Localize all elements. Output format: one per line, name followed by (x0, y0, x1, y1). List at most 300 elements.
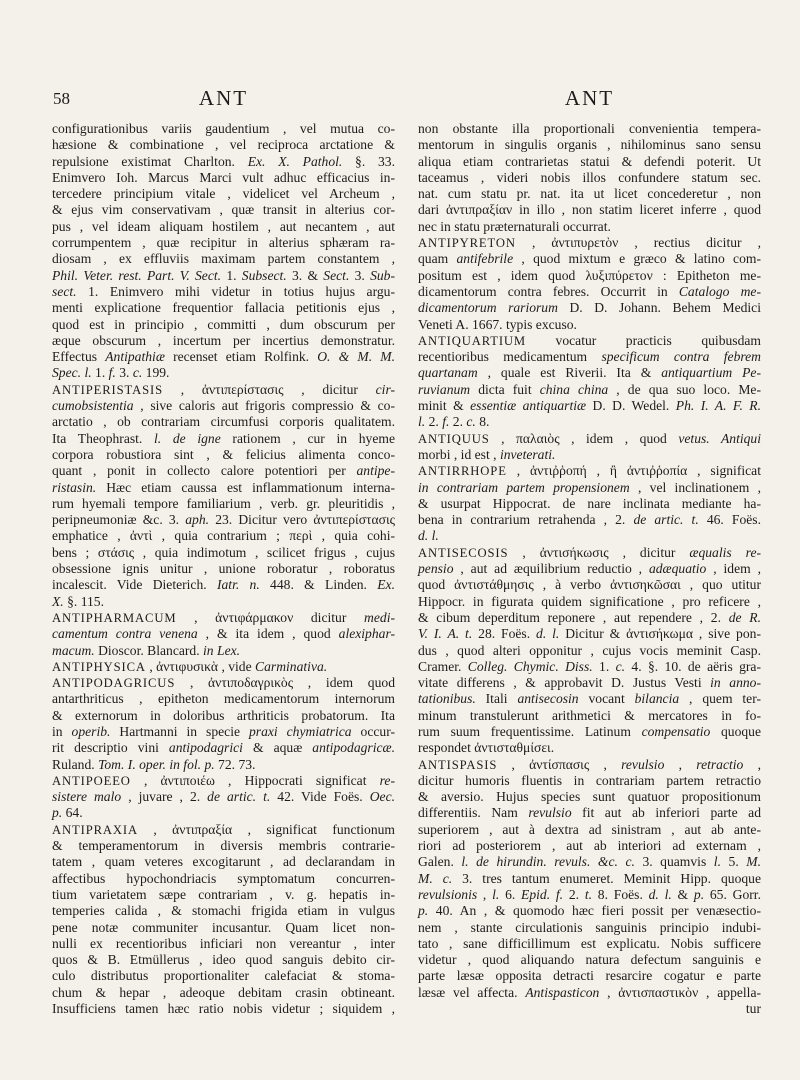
text-line (418, 251, 761, 267)
text-line (418, 431, 761, 447)
text-line: Veneti A. 1667. typis excuso. (418, 316, 577, 332)
right-running-head: ANT (564, 86, 615, 110)
text-segment: 28. Foës. (472, 626, 537, 642)
italic-text: antiquartium Pe- (661, 365, 761, 381)
italic-text: in Lex. (203, 642, 241, 658)
text-segment: §. 33. (342, 153, 395, 169)
text-segment: rum suum frequentissime. Latinum (418, 723, 642, 739)
text-line (418, 382, 761, 398)
text-line (52, 463, 395, 479)
italic-text: Spec. l. (52, 365, 92, 381)
italic-text: f. (108, 365, 116, 381)
text-segment: Ruland. (52, 756, 99, 772)
text-line: pus , vel ideam aliquam hostilem , aut necantem , aut (52, 218, 395, 234)
italic-text: d. l. (648, 886, 672, 902)
italic-text: antipodagrici (168, 740, 243, 756)
text-line (52, 365, 395, 381)
text-segment: §. 115. (63, 593, 104, 609)
text-line: dus , quod alteri opponitur , cujus vocis meminit Casp. (418, 642, 761, 658)
text-segment: 6. (499, 886, 522, 902)
text-line: minum transtulerunt arithmetici & mercatores in fo- (418, 707, 761, 723)
text-segment: dicamentorum contra febres. Occurrit in (418, 283, 679, 299)
text-segment: Hartmanni in specie (110, 723, 249, 739)
text-segment: , ἀντίσπασις , (497, 756, 622, 772)
text-segment: , de qua suo loco. Me- (608, 381, 761, 397)
text-line: corrumpentem , quæ recipitur in alterius sphæram ra- (52, 235, 395, 251)
text-line: & ejus vim conservativam , quæ transit in alterius cor- (52, 202, 395, 218)
text-line (52, 805, 395, 821)
text-line: Insufficiens tamen hæc ratio nobis videtur ; siquidem , (52, 1001, 395, 1017)
italic-text: l. de hirundin. revuls. &c. c. (461, 854, 635, 870)
text-line (52, 675, 395, 691)
text-line (52, 349, 395, 365)
text-line: configurationibus variis gaudentium , vel mutua co- (52, 121, 395, 136)
italic-text: f. (442, 414, 450, 430)
text-line: tium varietatem sæpe contrariam , v. g. hepatis in- (52, 886, 395, 902)
text-line (418, 675, 761, 691)
entry-headword: ANTIPHYSICA (52, 659, 146, 674)
text-segment: 8. Foës. (592, 886, 649, 902)
text-line: riori ad posteriorem , aut ab interiori ad externam , (418, 838, 761, 854)
italic-text: sect. (52, 283, 77, 299)
text-line (52, 268, 395, 284)
italic-text: bilancia (634, 691, 680, 707)
text-segment: recentioribus medicamentum (418, 349, 602, 365)
text-line: tato , sane difficillimum est explicatu. Nobis sufficere (418, 935, 761, 951)
text-line (418, 349, 761, 365)
text-segment: , idem , (706, 561, 761, 577)
text-line (52, 643, 395, 659)
text-line (418, 528, 761, 544)
italic-text: vetus. Antiqui (678, 430, 761, 446)
text-segment: 40. An , & quomodo hæc fieri possit per venæsectio- (428, 903, 761, 919)
text-line (52, 480, 395, 496)
text-line: æque obscurum , incertum per incertius demonstratur. (52, 332, 395, 348)
italic-text: X. (52, 593, 64, 609)
text-line (418, 284, 761, 300)
italic-text: M. (746, 854, 761, 870)
italic-text: æqualis re- (689, 544, 761, 560)
text-segment: Dicitur & ἀντισήκωμα , sive pon- (559, 626, 761, 642)
text-segment: fit aut ab inferiori parte ad (571, 805, 761, 821)
italic-text: Oec. (369, 789, 396, 805)
text-line (52, 512, 395, 528)
text-segment: minit & (418, 398, 471, 414)
text-line: Enimvero Ioh. Marcus Marci vult adhuc efficacius in- (52, 169, 395, 185)
text-segment: , ἀντισήκωσις , dicitur (508, 544, 690, 560)
text-line (418, 561, 761, 577)
text-segment: , juvare , 2. (121, 789, 208, 805)
text-line: nulli ex recentioribus inficiari non vereantur , inter (52, 935, 395, 951)
text-line: quod ἀντιστάθμησις , à verbo ἀντισηκῶσαι , quo utitur (418, 577, 761, 593)
text-segment: , quem ter- (679, 691, 761, 707)
entry-headword: ANTISPASIS (418, 757, 498, 772)
text-segment: Hæc etiam caussa est inflammationum interna- (96, 479, 395, 495)
text-line (52, 382, 395, 398)
text-line: dicitur humoris fluentis in contrariam partem retractio (418, 772, 761, 788)
text-segment: , ἀντισπαστικὸν , appella- (599, 984, 762, 1000)
italic-text: l. (713, 854, 721, 870)
italic-text: in contrariam partem propensionem (418, 479, 630, 495)
text-line (418, 626, 761, 642)
text-line (52, 610, 395, 626)
italic-text: inveterati. (499, 446, 556, 462)
text-line (418, 757, 761, 773)
italic-text: operib. (71, 723, 111, 739)
italic-text: Subsect. (241, 267, 287, 283)
text-line: taceamus , videri nobis illos confundere statum sec. (418, 169, 761, 185)
text-line (418, 545, 761, 561)
italic-text: in anno- (710, 675, 761, 691)
text-segment: , (743, 756, 761, 772)
italic-text: Epid. f. (521, 886, 564, 902)
text-line (418, 300, 761, 316)
italic-text: de artic. t. (633, 512, 699, 528)
italic-text: essentiæ antiquartiæ (470, 398, 587, 414)
text-line (418, 887, 761, 903)
italic-text: dicamentorum rariorum (418, 300, 558, 316)
italic-text: ruvianum (418, 381, 471, 397)
italic-text: Carminativa. (255, 658, 328, 674)
text-segment: , ἀντιφάρμακον dicitur (176, 609, 365, 625)
text-line (52, 577, 395, 593)
text-line: & aversio. Hujus species sunt quatuor propositionum (418, 789, 761, 805)
italic-text: antipe- (356, 463, 395, 479)
text-line (418, 480, 761, 496)
italic-text: p. (693, 886, 705, 902)
text-line: bens ; στάσις , quia indimotum , scilicet frigus , cujus (52, 544, 395, 560)
text-segment: morbi , id est , (418, 446, 500, 462)
italic-text: revulsionis (418, 886, 478, 902)
text-line (418, 398, 761, 414)
italic-text: antifebrile (456, 251, 514, 267)
text-segment: 2. (449, 414, 467, 430)
text-segment: 448. & Linden. (259, 577, 378, 593)
italic-text: Catalogo me- (678, 283, 761, 299)
entry-headword: ANTIPODAGRICUS (52, 676, 176, 691)
italic-text: revulsio (621, 756, 665, 772)
text-segment: repulsione existimat Charlton. (52, 153, 248, 169)
italic-text: quartanam (418, 365, 478, 381)
text-segment: 3. quamvis (634, 854, 714, 870)
italic-text: cir- (375, 381, 395, 397)
text-segment: 3. tres tantum enumeret. Meminit Hipp. quoque (452, 870, 761, 886)
text-segment: Ita Theophrast. (52, 430, 154, 446)
italic-text: praxi chymiatrica (248, 723, 352, 739)
text-line: parte læsæ opposita detracti resarcire cogatur e parte (418, 968, 761, 984)
text-segment: rationem , cur in hyeme (220, 430, 395, 446)
text-segment: & (671, 886, 694, 902)
text-segment: 72. 73. (214, 756, 256, 772)
entry-headword: ANTIPERISTASIS (52, 382, 163, 397)
text-segment: , ἀντιπερίστασις , dicitur (163, 381, 376, 397)
text-segment: 1. (221, 267, 242, 283)
left-running-head: ANT (198, 86, 249, 110)
text-line: arctatio , ob contrariam circumfusi corporis qualitatem. (52, 414, 395, 430)
italic-text: tationibus. (418, 691, 476, 707)
text-line (418, 724, 761, 740)
text-segment: , (664, 756, 697, 772)
text-line: & usurpat Hippocrat. de nare inclinata mediante ha- (418, 495, 761, 511)
italic-text: macum. (52, 642, 95, 658)
text-line: superiorem , aut à dextra ad sinistram , aut ab ante- (418, 821, 761, 837)
text-segment: incalescit. Vide Dieterich. (52, 577, 217, 593)
italic-text: Sect. (323, 267, 350, 283)
italic-text: Ex. X. Pathol. (247, 153, 343, 169)
text-line: rum hyemali tempore familiarium , verb. gr. pleuritidis , (52, 495, 395, 511)
italic-text: p. (418, 903, 429, 919)
italic-text: compensatio (641, 723, 711, 739)
entry-headword: ANTIPRAXIA (52, 822, 139, 837)
left-column (52, 121, 395, 1017)
italic-text: c. (466, 414, 476, 430)
page-number: 58 (53, 89, 70, 108)
text-segment: 42. Vide Foës. (270, 789, 370, 805)
italic-text: camentum contra venena (52, 626, 198, 642)
text-line (418, 903, 761, 919)
text-line: tercedere principium vitale , videlicet vel Archeum , (52, 186, 395, 202)
right-column (418, 121, 761, 1017)
left-column-lines (52, 121, 395, 1017)
text-segment: 46. Foës. (698, 512, 761, 528)
text-line (418, 610, 761, 626)
italic-text: adæquatio (648, 561, 707, 577)
text-line: mentorum in singulis organis , nihilominus sano sensu (418, 137, 761, 153)
text-line (418, 854, 761, 870)
italic-text: p. (52, 805, 63, 821)
text-segment: D. D. Wedel. (586, 398, 676, 414)
entry-headword: ANTIRRHOPE (418, 464, 507, 479)
italic-text: aph. (185, 512, 210, 528)
italic-text: Ph. I. A. F. R. (675, 398, 761, 414)
text-segment: , vel inclinationem , (629, 479, 761, 495)
text-segment: 199. (142, 365, 170, 381)
italic-text: Tom. I. oper. in fol. p. (98, 756, 215, 772)
italic-text: de artic. t. (207, 789, 271, 805)
text-segment: dicta fuit (470, 381, 540, 397)
text-segment: Galen. (418, 854, 462, 870)
text-line (418, 985, 761, 1001)
italic-text: Iatr. n. (216, 577, 260, 593)
text-line: antarthriticus , epitheton medicamentorum internorum (52, 691, 395, 707)
text-segment: 3. (349, 267, 371, 283)
text-line (52, 594, 395, 610)
text-segment: occur- (351, 723, 395, 739)
text-segment: , sive caloris aut frigoris compressio & co- (133, 398, 395, 414)
italic-text: antisecosin (517, 691, 579, 707)
text-line (52, 154, 395, 170)
italic-text: d. l. (418, 528, 439, 544)
text-line (418, 365, 761, 381)
text-line (52, 757, 395, 773)
text-line: pene notæ communiter incusantur. Quam licet non- (52, 919, 395, 935)
text-line (52, 398, 395, 414)
text-segment: bena in contrarium retrahenda , 2. (418, 512, 634, 528)
italic-text: pensio (418, 561, 454, 577)
italic-text: alexiphar- (338, 626, 395, 642)
text-line: culo distributus proportionaliter calefaciat & stoma- (52, 968, 395, 984)
text-line (418, 691, 761, 707)
text-segment: , ἀντιπραξία , significat functionum (138, 821, 395, 837)
text-segment: 1. (91, 365, 109, 381)
text-line: temperies calida , & stomachi frigida etiam in vulgus (52, 903, 395, 919)
text-line: obsessione ignis unitur , unione roboratur , roboratus (52, 561, 395, 577)
text-segment: in (52, 723, 72, 739)
text-segment: Cramer. (418, 658, 468, 674)
text-segment: vitate differens , & approbavit D. Justus Vesti (418, 675, 711, 691)
text-segment: quam (418, 251, 457, 267)
text-line: aliqua etiam contrarietas statui & defendi poterit. Ut (418, 153, 761, 169)
italic-text: medi- (364, 609, 395, 625)
text-line (52, 740, 395, 756)
italic-text: l. (418, 414, 426, 430)
italic-text: d. l. (536, 626, 560, 642)
italic-text: c. (615, 658, 626, 674)
text-line: videtur , quod aliquando natura defectum sanguinis e (418, 952, 761, 968)
text-line: nem , stante circulationis sanguinis principio indubi- (418, 919, 761, 935)
text-segment: Dioscor. Blancard. (94, 642, 204, 658)
text-segment: , quod mixtum e græco & latino com- (513, 251, 761, 267)
italic-text: ristasin. (52, 479, 97, 495)
italic-text: Colleg. Chymic. Diss. (467, 658, 593, 674)
text-segment: differentiis. Nam (418, 805, 529, 821)
text-line: respondet ἀντισταθμίσει. (418, 740, 555, 756)
text-segment: 2. (425, 414, 443, 430)
text-segment: , ἀντιποιέω , Hippocrati significat (130, 772, 380, 788)
text-line: & temperamentorum in diversis membris contrarie- (52, 838, 395, 854)
text-segment: , ἀντιπυρετὸν , rectius dicitur , (515, 235, 761, 251)
entry-headword: ANTIPHARMACUM (52, 610, 177, 625)
italic-text: l. (492, 886, 500, 902)
text-line: hæsione & combinatione , vel reciproca arctatione & (52, 137, 395, 153)
text-line (418, 414, 761, 430)
italic-text: specificum contra febrem (601, 349, 761, 365)
text-segment: & cibum deperditum reponere , aut rependere , 2. (418, 609, 729, 625)
text-segment: læsæ vel affecta. (418, 984, 526, 1000)
text-segment: , (477, 886, 493, 902)
text-segment: 65. Gorr. (704, 886, 761, 902)
text-segment: vocant (578, 691, 635, 707)
text-segment: 3. (115, 365, 133, 381)
text-segment: Effectus (52, 349, 106, 365)
text-segment: vocatur practicis quibusdam (526, 332, 761, 348)
text-segment: 4. §. 10. de aëris gra- (625, 658, 761, 674)
italic-text: c. (132, 365, 143, 381)
text-line (418, 463, 761, 479)
text-line (52, 773, 395, 789)
text-line: diosam , ex effluviis maximam partem constantem , (52, 251, 395, 267)
italic-text: de R. (728, 609, 761, 625)
italic-text: re- (379, 772, 395, 788)
text-line: Hippocr. in figurata quidem significatione , pro reficere , (418, 593, 761, 609)
italic-text: Phil. Veter. rest. Part. V. Sect. (52, 267, 222, 283)
italic-text: antipodagricæ. (312, 740, 395, 756)
text-line: & externorum in doloribus arthriticis probatorum. Ita (52, 707, 395, 723)
italic-text: M. c. (418, 870, 453, 886)
text-line (52, 789, 395, 805)
text-segment: quoque (710, 723, 761, 739)
text-line: affectibus hypochondriacis symptomatum concurren- (52, 870, 395, 886)
italic-text: Antispasticon (525, 984, 600, 1000)
text-segment: 64. (62, 805, 83, 821)
text-segment: 1. Enimvero mihi videtur in totius hujus argu- (76, 283, 395, 299)
text-segment: rit descriptio vini (52, 740, 169, 756)
text-line: quos & B. Etmüllerus , ideo quod sanguis debito cir- (52, 952, 395, 968)
text-line: nat. cum statu pr. nat. ita ut licet concederetur , non (418, 186, 761, 202)
text-line: emphatice , ἀντὶ , quia contrarium ; περὶ , quia cohi- (52, 528, 395, 544)
text-segment: , παλαιὸς , idem , quod (489, 430, 679, 446)
text-line (418, 805, 761, 821)
text-line (52, 659, 395, 675)
text-line (52, 724, 395, 740)
text-segment: , ἀντιποδαγρικὸς , idem quod (175, 675, 395, 691)
entry-headword: ANTIPOEEO (52, 773, 131, 788)
text-segment: 1. (592, 658, 616, 674)
italic-text: Ex. (377, 577, 395, 593)
text-line: positum est , idem quod λυξιπύρετον : Epitheton me- (418, 267, 761, 283)
text-line: tatem , quam veteres excogitarunt , ad declarandam in (52, 854, 395, 870)
text-segment: 23. Dicitur vero ἀντιπερίστασις (209, 512, 396, 528)
italic-text: china china (539, 381, 609, 397)
entry-headword: ANTIPYRETON (418, 236, 516, 251)
text-line (52, 284, 395, 300)
text-segment: , quale est Riverii. Ita & (477, 365, 662, 381)
text-line (52, 822, 395, 838)
italic-text: retractio (696, 756, 744, 772)
italic-text: revulsio (528, 805, 572, 821)
italic-text: Antipathiæ (105, 349, 165, 365)
text-segment: & aquæ (242, 740, 313, 756)
text-segment: 3. & (286, 267, 324, 283)
text-line: dari ἀντιπραξίαν in illo , non statim liceret inferre , quod (418, 202, 761, 218)
text-segment: quant , ponit in collecto calore potentiori per (52, 463, 357, 479)
text-segment: 5. (720, 854, 747, 870)
text-segment: Itali (475, 691, 518, 707)
italic-text: V. I. A. t. (418, 626, 473, 642)
text-line (418, 447, 761, 463)
entry-headword: ANTISECOSIS (418, 545, 509, 560)
text-segment: D. D. Johann. Behem Medici (557, 300, 761, 316)
text-segment: recenset etiam Rolfink. (164, 349, 318, 365)
text-line (418, 512, 761, 528)
text-segment: , ἀντιφυσικὰ , vide (145, 658, 256, 674)
italic-text: cumobsistentia (52, 398, 134, 414)
text-segment: peripneumoniæ &c. 3. (52, 512, 186, 528)
text-line: nec in statu præternaturali occurrat. (418, 218, 611, 234)
italic-text: l. de igne (153, 430, 221, 446)
right-column-lines (418, 121, 761, 1001)
text-segment: , & ita idem , quod (197, 626, 339, 642)
italic-text: Sub- (370, 267, 395, 283)
text-line: quod est in principio , committi , dum obscurum per (52, 316, 395, 332)
text-line (418, 333, 761, 349)
text-segment: , ἀντιῤῥοπή , ἢ ἀντιῤῥοπία , significat (506, 463, 761, 479)
catchword: tur (745, 1001, 761, 1017)
text-line: chum & hepar , adeoque debitam crasin obtineant. (52, 984, 395, 1000)
text-line: corpora robustiora sint , & felicius alimenta conco- (52, 446, 395, 462)
italic-text: t. (584, 886, 593, 902)
text-line (52, 431, 395, 447)
text-line (52, 626, 395, 642)
text-line: non obstante illa proportionali convenientia tempera- (418, 121, 761, 136)
text-line (418, 235, 761, 251)
text-segment: 2. (563, 886, 585, 902)
text-line: menti explicatione frequentior fallacia petitionis ejus , (52, 300, 395, 316)
text-line (418, 871, 761, 887)
text-line (418, 659, 761, 675)
text-segment: 8. (475, 414, 490, 430)
entry-headword: ANTIQUARTIUM (418, 333, 527, 348)
